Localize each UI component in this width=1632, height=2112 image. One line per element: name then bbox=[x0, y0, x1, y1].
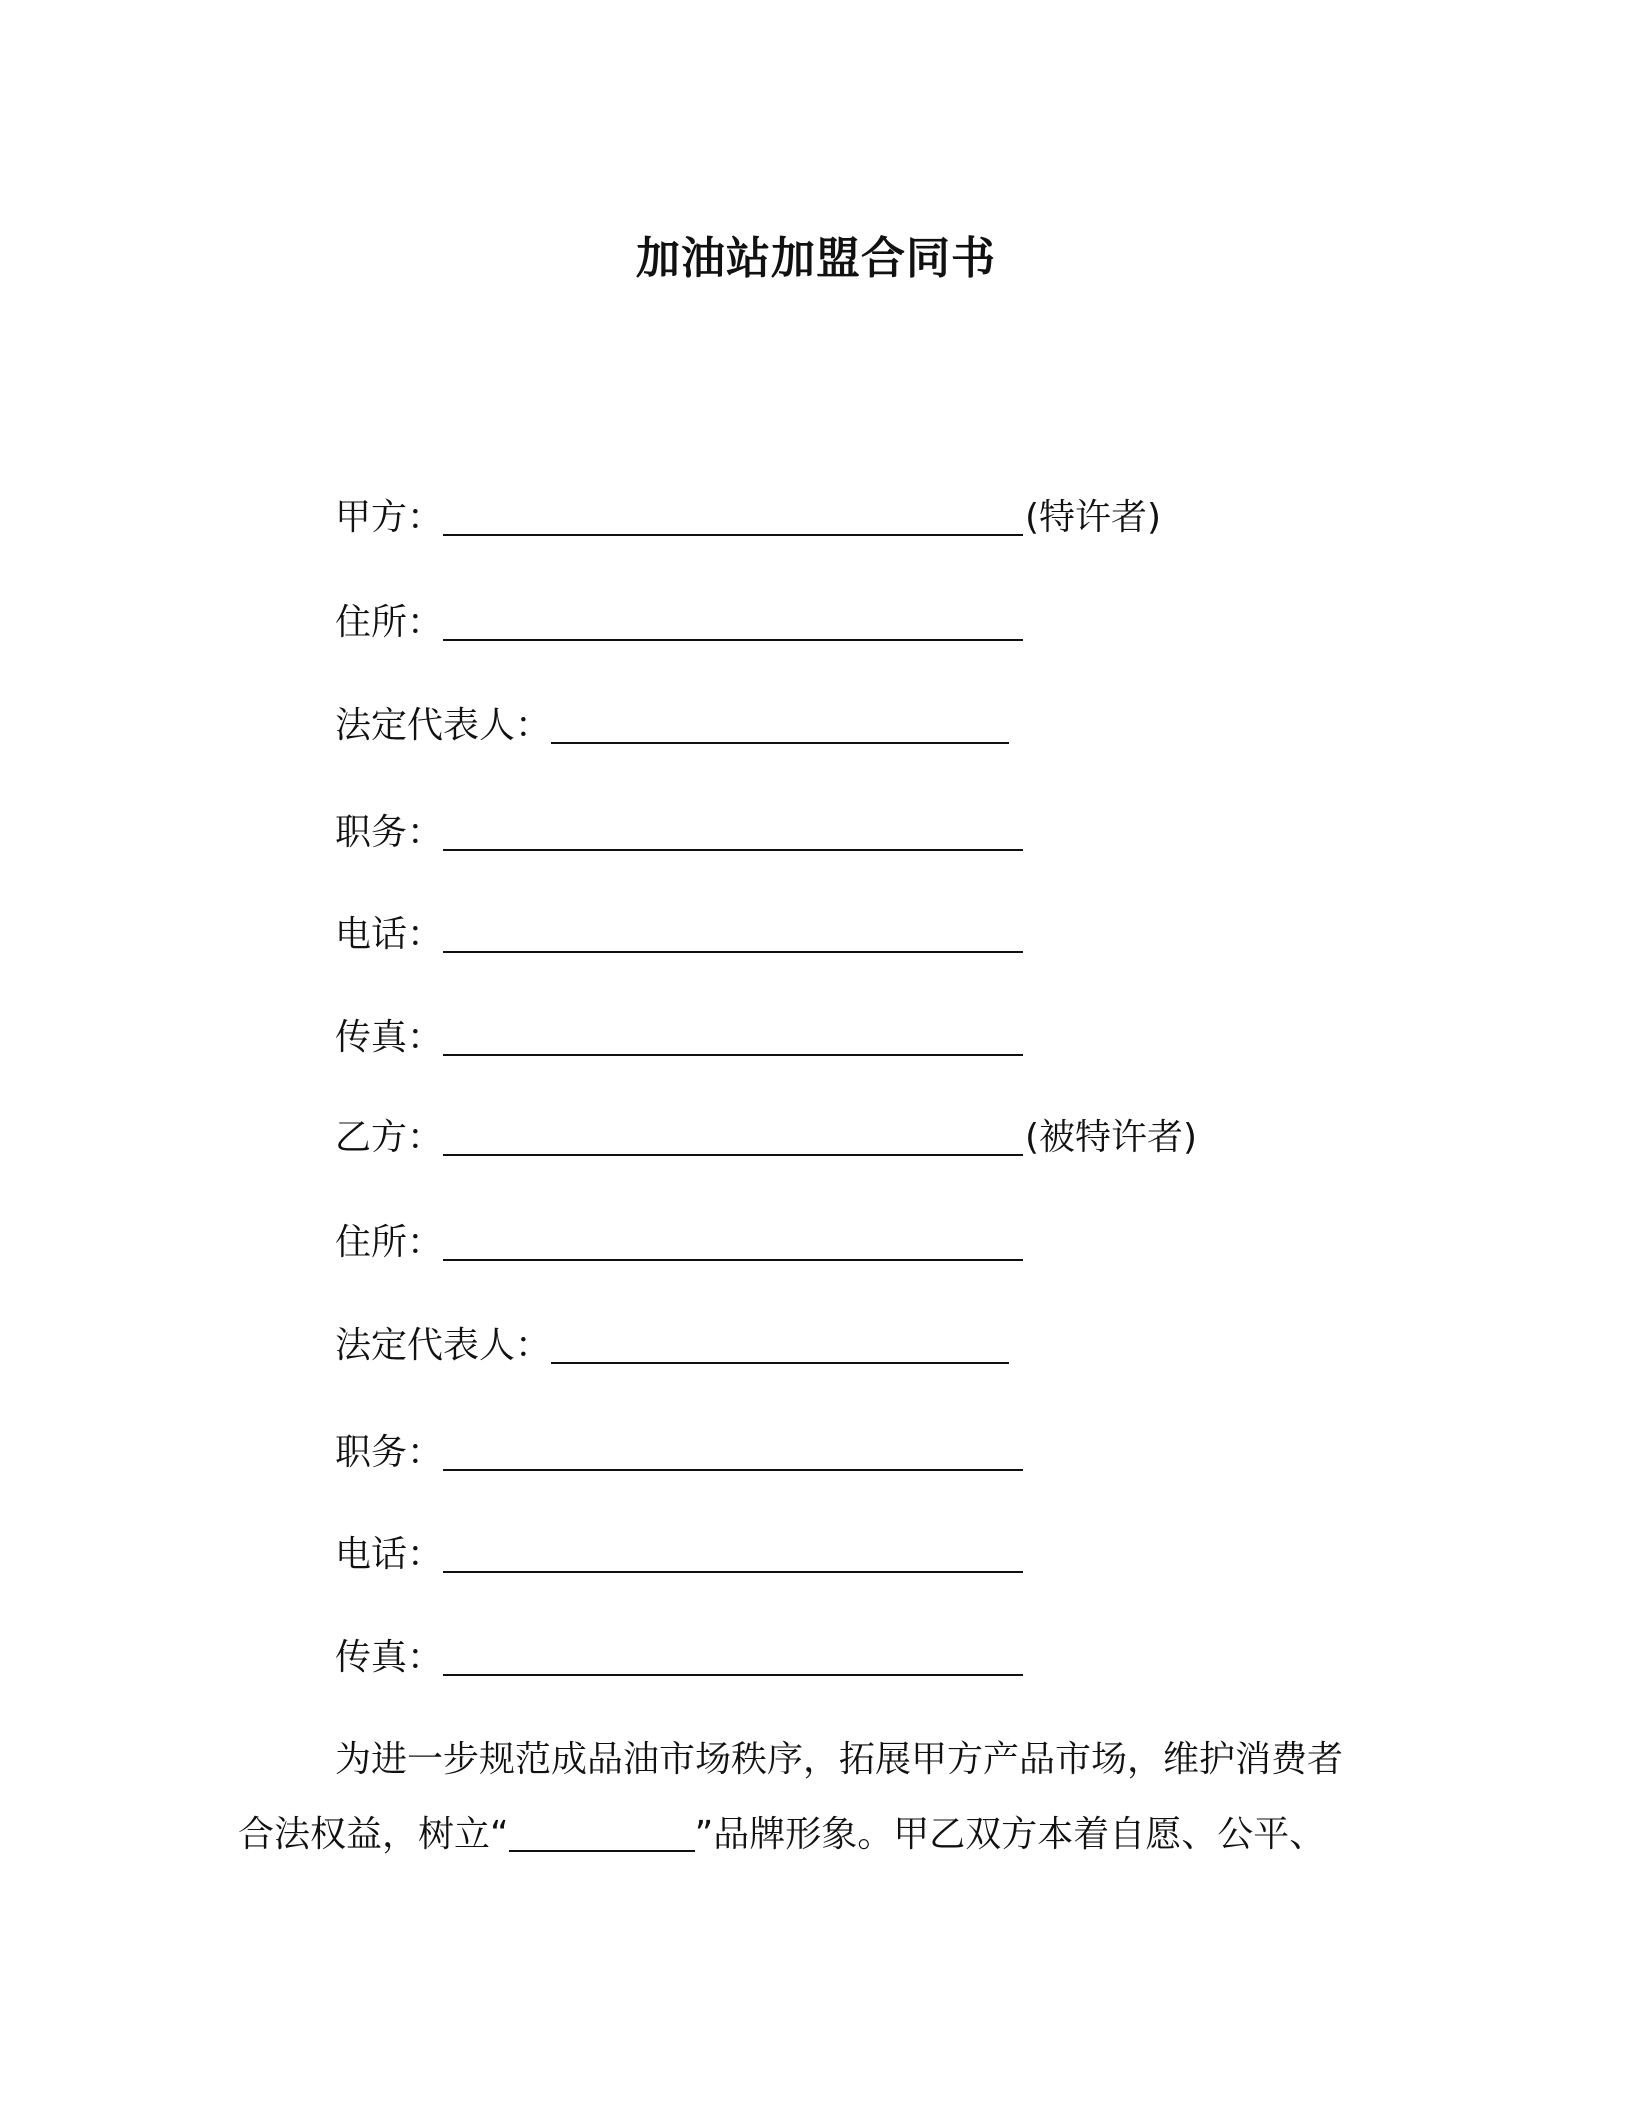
party-a-address-label: 住所： bbox=[335, 602, 444, 643]
party-a-fax-blank[interactable] bbox=[443, 1018, 1023, 1056]
party-a-phone-blank[interactable] bbox=[443, 915, 1023, 953]
party-a-fax-label: 传真： bbox=[335, 1017, 444, 1058]
party-b-position-field bbox=[335, 1431, 1023, 1475]
document-title: 加油站加盟合同书 bbox=[636, 233, 996, 284]
party-b-phone-field bbox=[335, 1533, 1023, 1577]
party-b-position-blank[interactable] bbox=[443, 1433, 1023, 1471]
preamble-line-1: 为进一步规范成品油市场秩序，拓展甲方产品市场，维护消费者 bbox=[335, 1739, 1344, 1780]
party-a-address-field bbox=[335, 601, 1023, 645]
party-a-position-field bbox=[335, 811, 1023, 855]
party-b-legal-rep-field bbox=[335, 1324, 1009, 1368]
party-b-name-field bbox=[335, 1116, 1197, 1160]
party-a-name-label: 甲方： bbox=[335, 497, 444, 538]
party-b-fax-label: 传真： bbox=[335, 1637, 444, 1678]
preamble-line-2 bbox=[238, 1813, 1325, 1857]
brand-name-blank[interactable] bbox=[509, 1816, 695, 1852]
party-a-position-blank[interactable] bbox=[443, 813, 1023, 851]
party-b-address-label: 住所： bbox=[335, 1222, 444, 1263]
party-b-legal-rep-label: 法定代表人： bbox=[335, 1325, 552, 1366]
party-a-fax-field bbox=[335, 1016, 1023, 1060]
party-a-address-blank[interactable] bbox=[443, 603, 1023, 641]
party-a-role-note: (特许者) bbox=[1025, 497, 1162, 538]
party-b-role-note: (被特许者) bbox=[1025, 1117, 1198, 1158]
party-b-phone-label: 电话： bbox=[335, 1534, 444, 1575]
party-b-name-blank[interactable] bbox=[443, 1118, 1023, 1156]
party-a-legal-rep-blank[interactable] bbox=[551, 706, 1009, 744]
party-a-name-field bbox=[335, 496, 1161, 540]
party-a-phone-label: 电话： bbox=[335, 914, 444, 955]
preamble-line-2-start: 合法权益，树立“ bbox=[238, 1814, 509, 1855]
party-b-legal-rep-blank[interactable] bbox=[551, 1326, 1009, 1364]
party-b-address-field bbox=[335, 1221, 1023, 1265]
party-a-legal-rep-label: 法定代表人： bbox=[335, 705, 552, 746]
party-a-name-blank[interactable] bbox=[443, 498, 1023, 536]
party-b-fax-field bbox=[335, 1636, 1023, 1680]
preamble-line-2-end: ”品牌形象。甲乙双方本着自愿、公平、 bbox=[694, 1814, 1326, 1855]
party-b-phone-blank[interactable] bbox=[443, 1535, 1023, 1573]
party-b-fax-blank[interactable] bbox=[443, 1638, 1023, 1676]
party-b-name-label: 乙方： bbox=[335, 1117, 444, 1158]
party-a-position-label: 职务： bbox=[335, 812, 444, 853]
party-b-address-blank[interactable] bbox=[443, 1223, 1023, 1261]
party-b-position-label: 职务： bbox=[335, 1432, 444, 1473]
party-a-legal-rep-field bbox=[335, 704, 1009, 748]
party-a-phone-field bbox=[335, 913, 1023, 957]
